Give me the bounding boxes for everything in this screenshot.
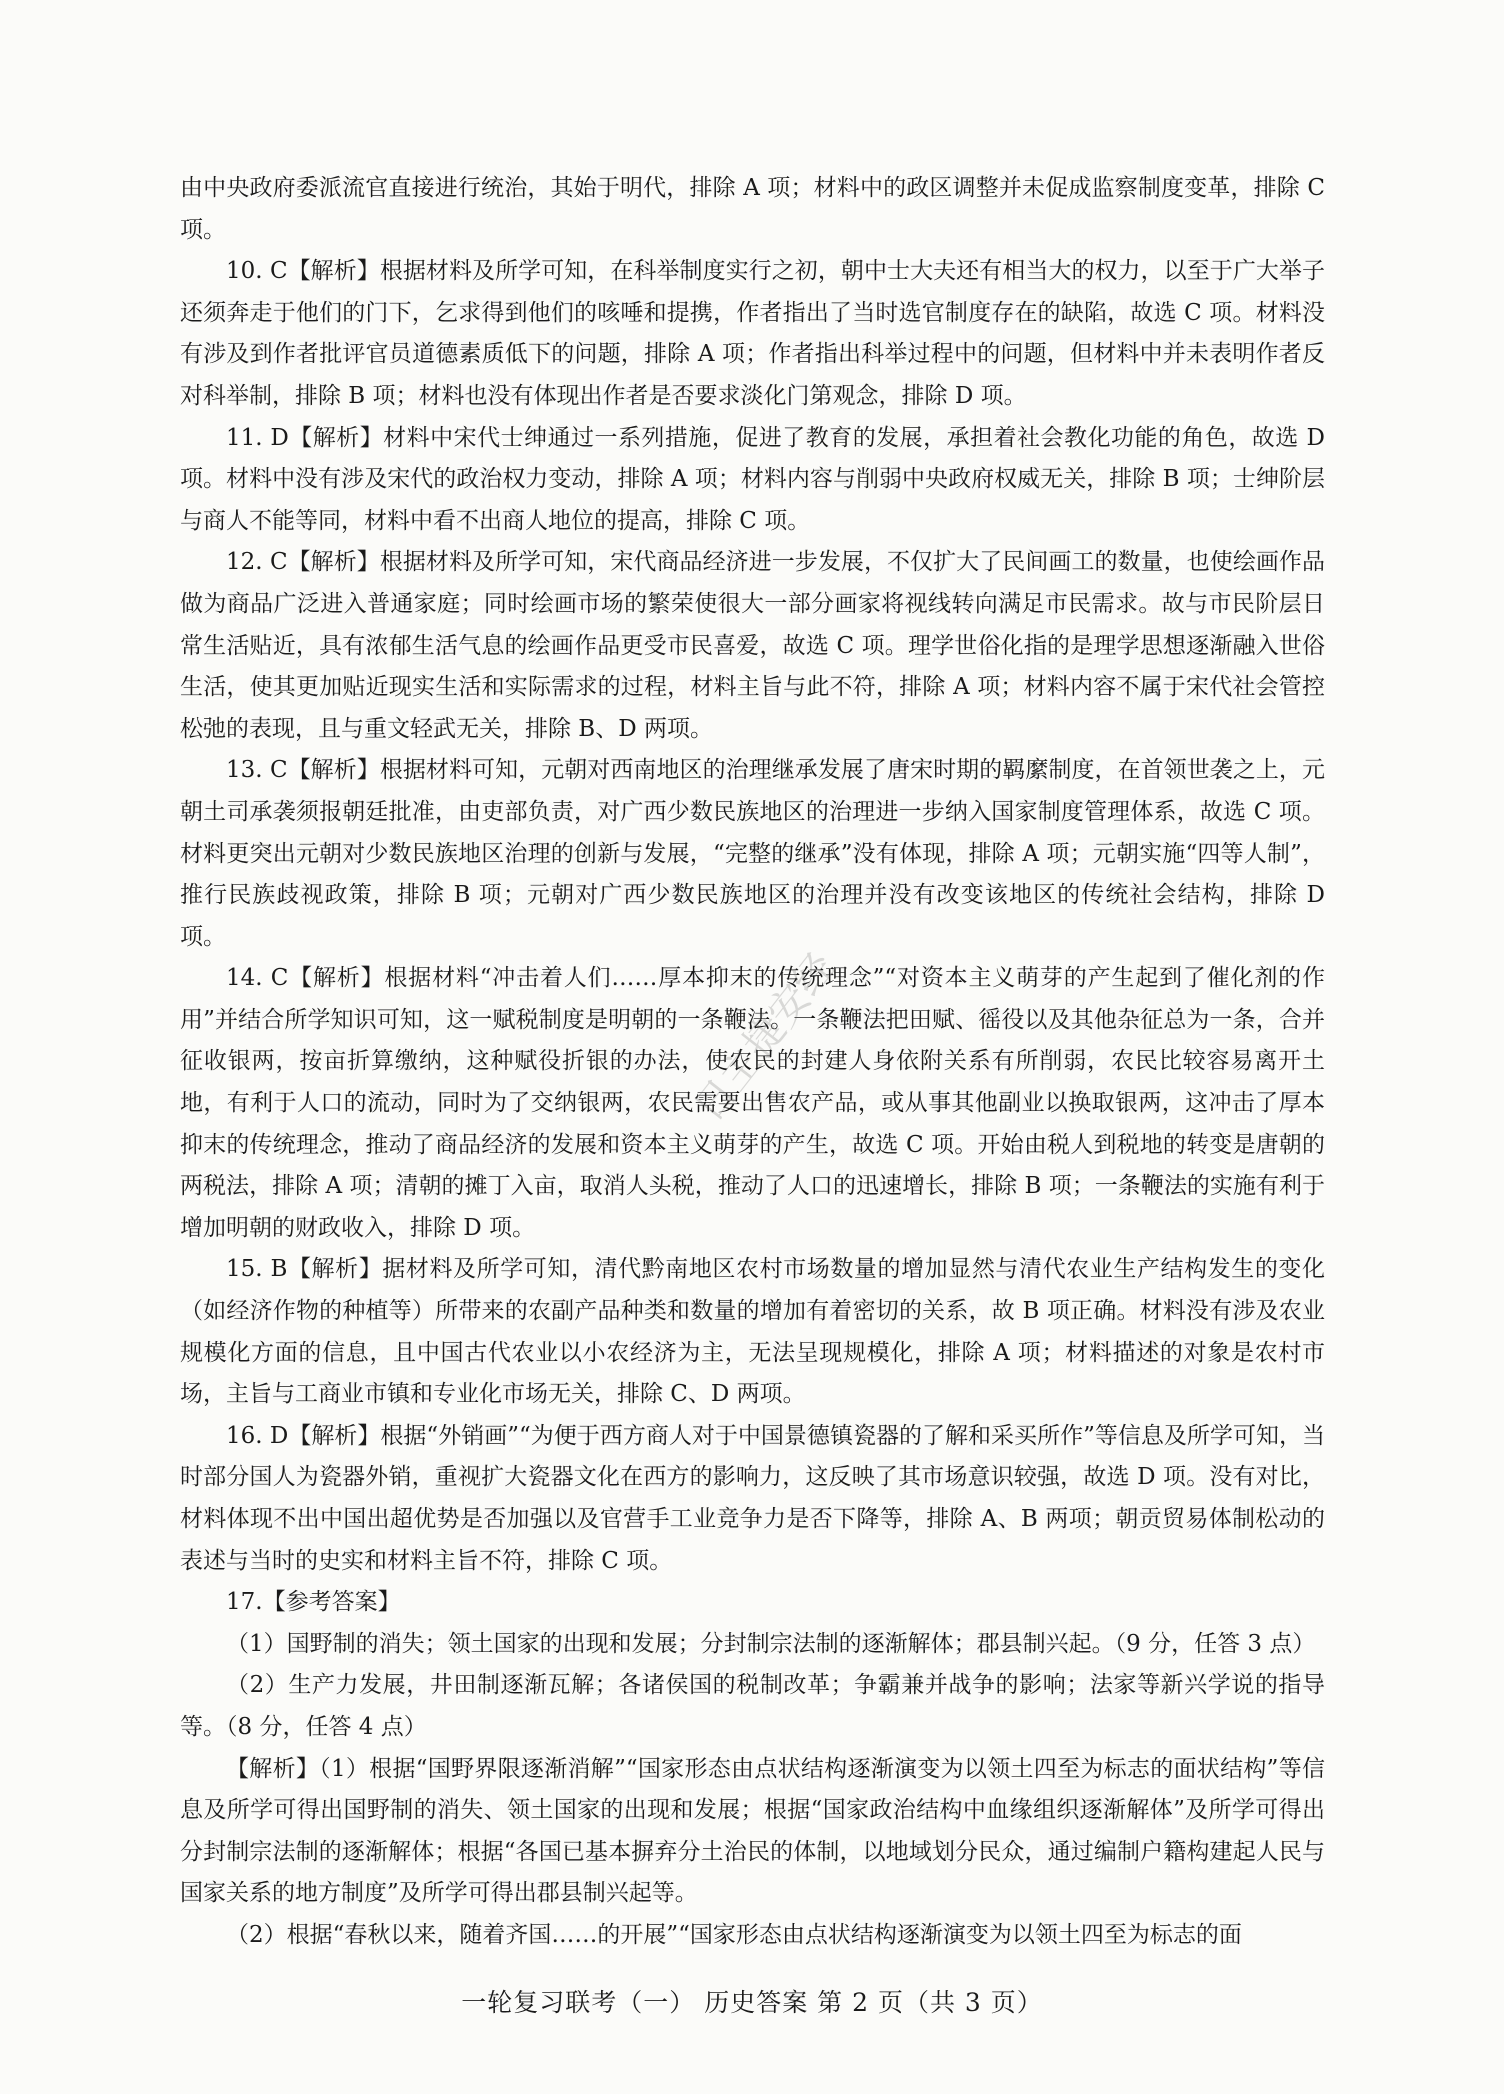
paragraph-q14: 14. C【解析】根据材料“冲击着人们……厚本抑末的传统理念”“对资本主义萌芽的产生起到了催化剂的作用”并结合所学知识可知，这一赋税制度是明朝的一条鞭法。一条鞭法把田赋、徭役以及其他杂征总为一条，合并征收银两，按亩折算缴纳，这种赋役折银的办法，使农民的封建人身依附关系有所削弱，农民比较容易离开土地，有利于人口的流动，同时为了交纳银两，农民需要出售农产品，或从事其他副业以换取银两，这冲击了厚本抑末的传统理念，推动了商品经济的发展和资本主义萌芽的产生，故选 C 项。开始由税人到税地的转变是唐朝的两税法，排除 A 项；清朝的摊丁入亩，取消人头税，推动了人口的迅速增长，排除 B 项；一条鞭法的实施有利于增加明朝的财政收入，排除 D 项。 [180,965,1325,1241]
paragraph-q13: 13. C【解析】根据材料可知，元朝对西南地区的治理继承发展了唐宋时期的羁縻制度，在首领世袭之上，元朝土司承袭须报朝廷批准，由吏部负责，对广西少数民族地区的治理进一步纳入国家制度管理体系，故选 C 项。材料更突出元朝对少数民族地区治理的创新与发展，“完整的继承”没有体现，排除 A 项；元朝实施“四等人制”，推行民族歧视政策，排除 B 项；元朝对广西少数民族地区的治理并没有改变该地区的传统社会结构，排除 D 项。 [180,757,1325,950]
paragraph-q17-heading: 17.【参考答案】 [226,1589,401,1616]
paragraph-q10: 10. C【解析】根据材料及所学可知，在科举制度实行之初，朝中士大夫还有相当大的权力，以至于广大举子还须奔走于他们的门下，乞求得到他们的咳唾和提携，作者指出了当时选官制度存在的缺陷，故选 C 项。材料没有涉及到作者批评官员道德素质低下的问题，排除 A 项；作者指出科举过程中的问题，但材料中并未表明作者反对科举制，排除 B 项；材料也没有体现出作者是否要求淡化门第观念，排除 D 项。 [180,258,1325,409]
paragraph-q16: 16. D【解析】根据“外销画”“为便于西方商人对于中国景德镇瓷器的了解和采买所作”等信息及所学可知，当时部分国人为瓷器外销，重视扩大瓷器文化在西方的影响力，这反映了其市场意识较强，故选 D 项。没有对比，材料体现不出中国出超优势是否加强以及官营手工业竞争力是否下降等，排除 A、B 两项；朝贡贸易体制松动的表述与当时的史实和材料主旨不符，排除 C 项。 [180,1422,1325,1574]
answer-text-body [180,168,1325,1957]
watermark-stamp: 日主捷安经 [685,944,845,1131]
paragraph-q11: 11. D【解析】材料中宋代士绅通过一系列措施，促进了教育的发展，承担着社会教化功能的角色，故选 D 项。材料中没有涉及宋代的政治权力变动，排除 A 项；材料内容与削弱中央政府权威无关，排除 B 项；士绅阶层与商人不能等同，材料中看不出商人地位的提高，排除 C 项。 [180,424,1325,534]
paragraph-q17-answer-2: （2）生产力发展，井田制逐渐瓦解；各诸侯国的税制改革；争霸兼并战争的影响；法家等新兴学说的指导等。（8 分，任答 4 点） [180,1672,1325,1740]
paragraph-q17-analysis-2: （2）根据“春秋以来，随着齐国……的开展”“国家形态由点状结构逐渐演变为以领土四至为标志的面 [226,1921,1242,1948]
paragraph-q17-answer-1: （1）国野制的消失；领土国家的出现和发展；分封制宗法制的逐渐解体；郡县制兴起。（9 分，任答 3 点） [226,1630,1316,1657]
paragraph-q12: 12. C【解析】根据材料及所学可知，宋代商品经济进一步发展，不仅扩大了民间画工的数量，也使绘画作品做为商品广泛进入普通家庭；同时绘画市场的繁荣使很大一部分画家将视线转向满足市民需求。故与市民阶层日常生活贴近，具有浓郁生活气息的绘画作品更受市民喜爱，故选 C 项。理学世俗化指的是理学思想逐渐融入世俗生活，使其更加贴近现实生活和实际需求的过程，材料主旨与此不符，排除 A 项；材料内容不属于宋代社会管控松弛的表现，且与重文轻武无关，排除 B、D 两项。 [180,549,1325,742]
paragraph-q17-analysis-1: 【解析】（1）根据“国野界限逐渐消解”“国家形态由点状结构逐渐演变为以领土四至为标志的面状结构”等信息及所学可得出国野制的消失、领土国家的出现和发展；根据“国家政治结构中血缘组织逐渐解体”及所学可得出分封制宗法制的逐渐解体；根据“各国已基本摒弃分土治民的体制，以地域划分民众，通过编制户籍构建起人民与国家关系的地方制度”及所学可得出郡县制兴起等。 [180,1755,1325,1907]
paragraph-continuation: 由中央政府委派流官直接进行统治，其始于明代，排除 A 项；材料中的政区调整并未促成监察制度变革，排除 C 项。 [180,175,1325,243]
paragraph-q15: 15. B【解析】据材料及所学可知，清代黔南地区农村市场数量的增加显然与清代农业生产结构发生的变化（如经济作物的种植等）所带来的农副产品种类和数量的增加有着密切的关系，故 B 项正确。材料没有涉及农业规模化方面的信息，且中国古代农业以小农经济为主，无法呈现规模化，排除 A 项；材料描述的对象是农村市场，主旨与工商业市镇和专业化市场无关，排除 C、D 两项。 [180,1256,1325,1408]
page-footer: 一轮复习联考（一） 历史答案 第 2 页（共 3 页） [461,1988,1043,2017]
